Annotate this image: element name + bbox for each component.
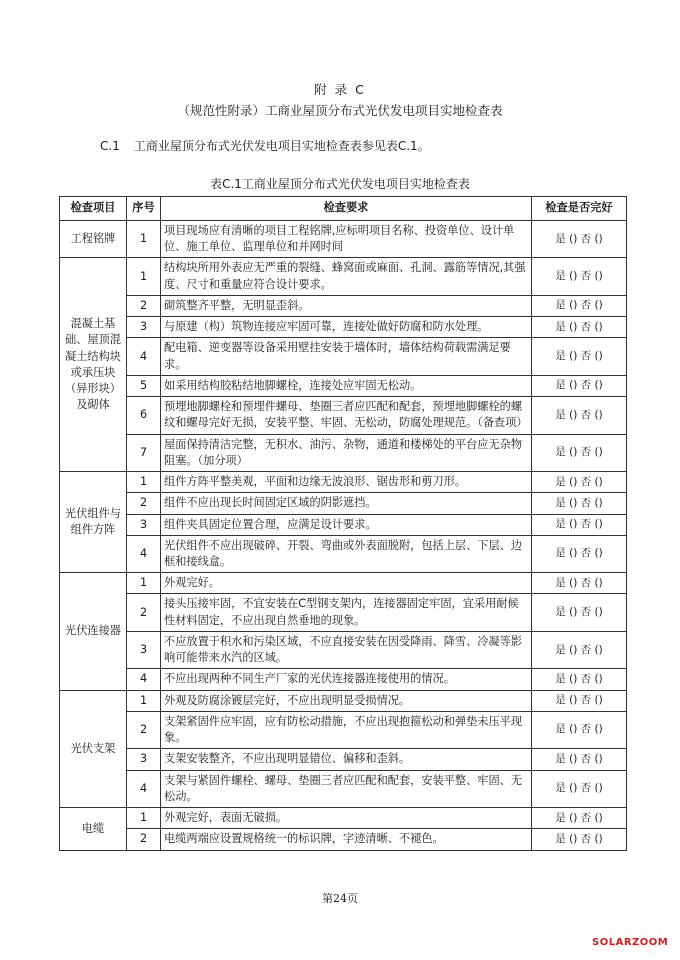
check-status-cell: 是 () 否 () xyxy=(532,770,627,807)
check-status-cell: 是 () 否 () xyxy=(532,535,627,572)
serial-number-cell: 7 xyxy=(127,434,161,471)
check-status-cell: 是 () 否 () xyxy=(532,594,627,631)
requirement-cell: 砌筑整齐平整，无明显歪斜。 xyxy=(161,295,532,316)
requirement-cell: 项目现场应有清晰的项目工程铭牌,应标明项目名称、投资单位、设计单位、施工单位、监理单位和并网时间 xyxy=(161,221,532,258)
requirement-cell: 屋面保持清洁完整，无积水、油污、杂物，通道和楼梯处的平台应无杂物阻塞。（加分项） xyxy=(161,434,532,471)
serial-number-cell: 1 xyxy=(127,808,161,829)
table-row xyxy=(60,573,627,594)
check-status-cell: 是 () 否 () xyxy=(532,472,627,493)
check-item-cell: 工程铭牌 xyxy=(60,221,127,258)
requirement-cell: 预埋地脚螺栓和预埋件螺母、垫圈三者应匹配和配套，预埋地脚螺栓的螺纹和螺母完好无损，安装平整、牢固、无松动，防腐处理规范。（备查项） xyxy=(161,397,532,434)
check-status-cell: 是 () 否 () xyxy=(532,631,627,668)
table-row xyxy=(60,669,627,690)
table-row xyxy=(60,221,627,258)
serial-number-cell: 5 xyxy=(127,375,161,396)
requirement-cell: 组件方阵平整美观，平面和边缘无波浪形、锯齿形和剪刀形。 xyxy=(161,472,532,493)
table-row xyxy=(60,472,627,493)
serial-number-cell: 2 xyxy=(127,829,161,850)
check-status-cell: 是 () 否 () xyxy=(532,397,627,434)
page-number: 第24页 xyxy=(322,892,358,905)
requirement-cell: 外观及防腐涂镀层完好，不应出现明显受损情况。 xyxy=(161,690,532,711)
check-item-cell: 电缆 xyxy=(60,808,127,850)
check-item-cell: 光伏连接器 xyxy=(60,573,127,690)
serial-number-cell: 3 xyxy=(127,631,161,668)
table-row xyxy=(60,514,627,535)
serial-number-cell: 6 xyxy=(127,397,161,434)
check-status-cell: 是 () 否 () xyxy=(532,749,627,770)
intro-number: C.1 xyxy=(100,139,120,153)
requirement-cell: 支架紧固件应牢固，应有防松动措施，不应出现抱箍松动和弹垫未压平现象。 xyxy=(161,711,532,748)
intro-text: 工商业屋顶分布式光伏发电项目实地检查表参见表C.1。 xyxy=(133,139,430,153)
header-no: 序号 xyxy=(127,197,161,221)
check-status-cell: 是 () 否 () xyxy=(532,829,627,850)
requirement-cell: 不应出现两种不同生产厂家的光伏连接器连接使用的情况。 xyxy=(161,669,532,690)
requirement-cell: 接头压接牢固，不宜安装在C型钢支架内，连接器固定牢固，宜采用耐候性材料固定，不应出现自然垂地的现象。 xyxy=(161,594,532,631)
serial-number-cell: 1 xyxy=(127,690,161,711)
requirement-cell: 不应放置于积水和污染区域，不应直接安装在因受降雨、降雪、冷凝等影响可能带来水汽的区域。 xyxy=(161,631,532,668)
check-item-cell: 光伏支架 xyxy=(60,690,127,807)
watermark-logo: SOLARZOOM xyxy=(592,937,669,948)
table-body xyxy=(60,221,627,851)
table-row xyxy=(60,434,627,471)
check-status-cell: 是 () 否 () xyxy=(532,690,627,711)
requirement-cell: 与原建（构）筑物连接应牢固可靠，连接处做好防腐和防水处理。 xyxy=(161,317,532,338)
table-row xyxy=(60,258,627,295)
appendix-title: 附 录 C xyxy=(314,82,366,97)
check-status-cell: 是 () 否 () xyxy=(532,493,627,514)
check-status-cell: 是 () 否 () xyxy=(532,514,627,535)
check-status-cell: 是 () 否 () xyxy=(532,338,627,375)
header-item: 检查项目 xyxy=(60,197,127,221)
check-status-cell: 是 () 否 () xyxy=(532,711,627,748)
serial-number-cell: 2 xyxy=(127,295,161,316)
serial-number-cell: 2 xyxy=(127,711,161,748)
requirement-cell: 支架与紧固件螺栓、螺母、垫圈三者应匹配和配套，安装平整、牢固、无松动。 xyxy=(161,770,532,807)
requirement-cell: 外观完好。 xyxy=(161,573,532,594)
check-status-cell: 是 () 否 () xyxy=(532,317,627,338)
table-row xyxy=(60,808,627,829)
table-row xyxy=(60,375,627,396)
requirement-cell: 组件夹具固定位置合理，应满足设计要求。 xyxy=(161,514,532,535)
table-row xyxy=(60,535,627,572)
table-row xyxy=(60,711,627,748)
serial-number-cell: 1 xyxy=(127,472,161,493)
table-row xyxy=(60,295,627,316)
table-row xyxy=(60,631,627,668)
serial-number-cell: 4 xyxy=(127,770,161,807)
check-status-cell: 是 () 否 () xyxy=(532,258,627,295)
table-row xyxy=(60,690,627,711)
serial-number-cell: 3 xyxy=(127,317,161,338)
table-row xyxy=(60,770,627,807)
check-status-cell: 是 () 否 () xyxy=(532,221,627,258)
check-status-cell: 是 () 否 () xyxy=(532,808,627,829)
check-status-cell: 是 () 否 () xyxy=(532,295,627,316)
table-row xyxy=(60,317,627,338)
table-row xyxy=(60,829,627,850)
requirement-cell: 结构块所用外表应无严重的裂缝、蜂窝面或麻面、孔洞、露筋等情况,其强度、尺寸和重量应符合设计要求。 xyxy=(161,258,532,295)
table-caption: 表C.1工商业屋顶分布式光伏发电项目实地检查表 xyxy=(210,177,470,191)
requirement-cell: 支架安装整齐，不应出现明显错位、偏移和歪斜。 xyxy=(161,749,532,770)
requirement-cell: 外观完好，表面无破损。 xyxy=(161,808,532,829)
requirement-cell: 光伏组件不应出现破碎、开裂、弯曲或外表面脱附，包括上层、下层、边框和接线盒。 xyxy=(161,535,532,572)
check-status-cell: 是 () 否 () xyxy=(532,573,627,594)
check-item-cell: 混凝土基础、屋顶混凝土结构块或承压块（异形块）及砌体 xyxy=(60,258,127,472)
table-row xyxy=(60,749,627,770)
serial-number-cell: 4 xyxy=(127,338,161,375)
serial-number-cell: 1 xyxy=(127,221,161,258)
appendix-subtitle: （规范性附录）工商业屋顶分布式光伏发电项目实地检查表 xyxy=(177,103,503,118)
table-row xyxy=(60,594,627,631)
serial-number-cell: 3 xyxy=(127,749,161,770)
check-status-cell: 是 () 否 () xyxy=(532,434,627,471)
requirement-cell: 配电箱、逆变器等设备采用壁挂安装于墙体时，墙体结构荷载需满足要求。 xyxy=(161,338,532,375)
check-status-cell: 是 () 否 () xyxy=(532,375,627,396)
table-row xyxy=(60,493,627,514)
serial-number-cell: 1 xyxy=(127,258,161,295)
requirement-cell: 电缆两端应设置规格统一的标识牌，字迹清晰、不褪色。 xyxy=(161,829,532,850)
serial-number-cell: 3 xyxy=(127,514,161,535)
serial-number-cell: 4 xyxy=(127,535,161,572)
intro-paragraph xyxy=(100,137,430,154)
serial-number-cell: 1 xyxy=(127,573,161,594)
table-row xyxy=(60,397,627,434)
table-row xyxy=(60,338,627,375)
header-requirement: 检查要求 xyxy=(161,197,532,221)
requirement-cell: 组件不应出现长时间固定区域的阴影遮挡。 xyxy=(161,493,532,514)
inspection-table xyxy=(59,196,627,851)
serial-number-cell: 2 xyxy=(127,493,161,514)
header-check: 检查是否完好 xyxy=(532,197,627,221)
serial-number-cell: 4 xyxy=(127,669,161,690)
table-header-row xyxy=(60,197,627,221)
serial-number-cell: 2 xyxy=(127,594,161,631)
check-status-cell: 是 () 否 () xyxy=(532,669,627,690)
requirement-cell: 如采用结构胶粘结地脚螺栓，连接处应牢固无松动。 xyxy=(161,375,532,396)
check-item-cell: 光伏组件与组件方阵 xyxy=(60,472,127,573)
